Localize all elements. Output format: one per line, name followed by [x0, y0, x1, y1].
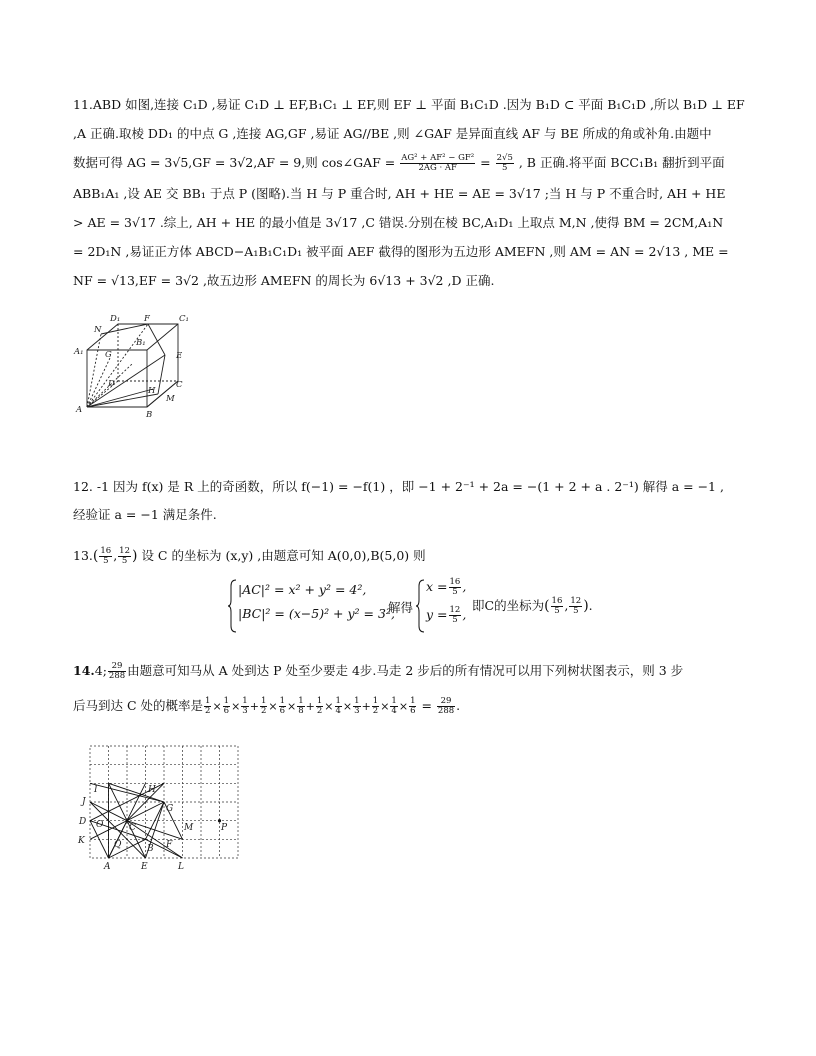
p13-brace-left: [228, 578, 238, 634]
cube-label-N: N: [94, 325, 102, 335]
p13-brace-right: [416, 578, 426, 634]
p14-answer-frac: $\frac{29}{288}$: [108, 661, 126, 681]
p13-solve: 解得: [388, 600, 414, 615]
p14-line-2: 后马到达 C 处的概率是 $\frac{1}{2}$ × $\frac{1}{6}$ × $\frac{1}{3}$ + $\frac{1}{2}$ × $\frac{1}{6}$ × $\frac{1}{8}$ + $\frac{1}{2}$ × $\frac{1}{4}$ × $\frac{1}{3}$ + $\frac{1}{2}$ × $\frac{1}{4}$ × $\frac{1}{6}$ = $\frac{29}{288}$ .: [73, 696, 461, 716]
cube-label-C: C: [176, 380, 183, 390]
cube-label-G: G: [105, 350, 112, 360]
p14-term-10: $\frac{1}{4}$: [391, 696, 397, 716]
p11-line-4: ABB₁A₁ ,设 AE 交 BB₁ 于点 P (图略).当 H 与 P 重合时, AH + HE = AE = 3√17 ;当 H 与 P 不重合时, AH + HE: [73, 186, 726, 201]
p12-line-1: 12. -1 因为 f(x) 是 R 上的奇函数，所以 f(−1) = −f(1) ，即 −1 + 2⁻¹ + 2a = −(1 + 2 + a . 2⁻¹) 解得 a = −1 ,: [73, 479, 724, 494]
grid-label-Q: Q: [114, 840, 122, 850]
p14-term-0: $\frac{1}{2}$: [205, 696, 211, 716]
grid-label-E: E: [141, 862, 148, 872]
p13-number: 13.: [73, 548, 93, 563]
p11-line-3b: , B 正确.将平面 BCC₁B₁ 翻折到平面: [518, 155, 725, 170]
p14-number: 14.: [73, 663, 95, 678]
cube-label-D: D: [108, 379, 115, 389]
grid-label-D: D: [79, 817, 87, 827]
grid-label-G: G: [166, 804, 174, 814]
p11-result-fraction: $\frac{2√5}{5}$: [496, 153, 513, 173]
grid-label-K: K: [78, 836, 85, 846]
p14-answer: 4;: [94, 663, 107, 678]
p14-term-6: $\frac{1}{2}$: [316, 696, 323, 716]
cube-label-C1: C₁: [179, 314, 189, 324]
p11-line-2: ,A 正确.取棱 DD₁ 的中点 G ,连接 AG,GF ,易证 AG//BE ,则 ∠GAF 是异面直线 AF 与 BE 所成的角或补角.由题中: [73, 126, 712, 141]
p14-text-2: 后马到达 C 处的概率是: [73, 698, 204, 713]
p14-term-2: $\frac{1}{3}$: [242, 696, 248, 716]
p11-line-1: 11.ABD 如图,连接 C₁D ,易证 C₁D ⊥ EF,B₁C₁ ⊥ EF,则 EF ⊥ 平面 B₁C₁D .因为 B₁D ⊂ 平面 B₁C₁D ,所以 B₁D ⊥ EF: [73, 97, 745, 112]
grid-label-F: F: [166, 840, 173, 850]
p13-eq2: |BC|² = (x−5)² + y² = 3²,: [238, 606, 395, 621]
p14-term-7: $\frac{1}{4}$: [335, 696, 341, 716]
cube-label-E: E: [176, 351, 183, 361]
p13-line-1: 13.( $\frac{16}{5}$ , $\frac{12}{5}$ ) 设 C 的坐标为 (x,y) ,由题意可知 A(0,0),B(5,0) 则: [73, 546, 426, 566]
p11-line-5: > AE = 3√17 .综上, AH + HE 的最小值是 3√17 ,C 错误.分别在棱 BC,A₁D₁ 上取点 M,N ,使得 BM = 2CM,A₁N: [73, 215, 724, 230]
grid-label-I: I: [94, 785, 98, 795]
p13-system: [228, 578, 628, 638]
p13-sol-y: y = $\frac{12}{5}$ ,: [426, 605, 467, 625]
cube-label-F: F: [144, 314, 150, 324]
p13-sol-x: x = $\frac{16}{5}$ ,: [426, 577, 467, 597]
p13-text: 设 C 的坐标为 (x,y) ,由题意可知 A(0,0),B(5,0) 则: [141, 548, 426, 563]
p14-term-5: $\frac{1}{8}$: [298, 696, 304, 716]
p11-line-7: NF = √13,EF = 3√2 ,故五边形 AMEFN 的周长为 6√13 + 3√2 ,D 正确.: [73, 273, 495, 288]
grid-label-B: B: [147, 844, 154, 854]
cube-label-B: B: [146, 410, 153, 420]
p14-term-8: $\frac{1}{3}$: [354, 696, 360, 716]
p13-ans-x: $\frac{16}{5}$: [100, 546, 112, 566]
grid-label-A: A: [104, 862, 111, 872]
p11-eq: =: [480, 155, 491, 170]
p14-term-1: $\frac{1}{6}$: [223, 696, 230, 716]
p14-line-1: [73, 662, 683, 681]
grid-label-P: P: [221, 823, 228, 833]
p11-cos-fraction: $\frac{\text{AG² + AF² − GF²}}{2AG \cdot AF}$: [401, 153, 475, 173]
cube-label-A1: A₁: [74, 347, 84, 357]
grid-label-L: L: [178, 862, 184, 872]
p13-eq1: |AC|² = x² + y² = 4²,: [238, 582, 367, 597]
p12-line-2: 经验证 a = −1 满足条件.: [73, 507, 217, 522]
grid-label-O: O: [96, 820, 104, 830]
cube-label-B1: B₁: [136, 338, 146, 348]
p14-term-3: $\frac{1}{2}$: [260, 696, 267, 716]
cube-label-A: A: [76, 405, 83, 415]
p11-line-3: [73, 154, 725, 173]
grid-label-J: J: [82, 797, 86, 807]
grid-label-M: M: [184, 823, 194, 833]
p14-term-11: $\frac{1}{6}$: [410, 696, 416, 716]
p13-conclusion: 即C的坐标为( $\frac{16}{5}$ , $\frac{12}{5}$ ).: [472, 596, 593, 616]
p11-line-6: = 2D₁N ,易证正方体 ABCD−A₁B₁C₁D₁ 被平面 AEF 截得的图形为五边形 AMEFN ,则 AM = AN = 2√13 , ME =: [73, 244, 729, 259]
cube-label-H: H: [148, 386, 156, 396]
p14-result: $\frac{29}{288}$: [437, 696, 455, 716]
p14-term-9: $\frac{1}{2}$: [372, 696, 379, 716]
p14-term-4: $\frac{1}{6}$: [279, 696, 285, 716]
p14-probability-expression: $\frac{1}{2}$ × $\frac{1}{6}$ × $\frac{1}{3}$ + $\frac{1}{2}$ × $\frac{1}{6}$ × $\frac{1}{8}$ + $\frac{1}{2}$ × $\frac{1}{4}$ × $\frac{1}{3}$ + $\frac{1}{2}$ × $\frac{1}{4}$ × $\frac{1}{6}$: [205, 696, 416, 716]
p14-eq: =: [417, 698, 436, 713]
cube-label-D1: D₁: [110, 314, 121, 324]
p11-line-3a: 数据可得 AG = 3√5,GF = 3√2,AF = 9,则 cos∠GAF =: [73, 155, 396, 170]
cube-label-M: M: [166, 394, 175, 404]
grid-label-C: C: [129, 823, 136, 833]
p14-text-1: 由题意可知马从 A 处到达 P 处至少要走 4步.马走 2 步后的所有情况可以用下列树状图表示，则 3 步: [127, 663, 684, 678]
knight-grid-figure: [74, 740, 244, 875]
cube-figure: [70, 310, 200, 425]
grid-label-H: H: [148, 785, 156, 795]
p13-ans-y: $\frac{12}{5}$: [119, 546, 130, 566]
